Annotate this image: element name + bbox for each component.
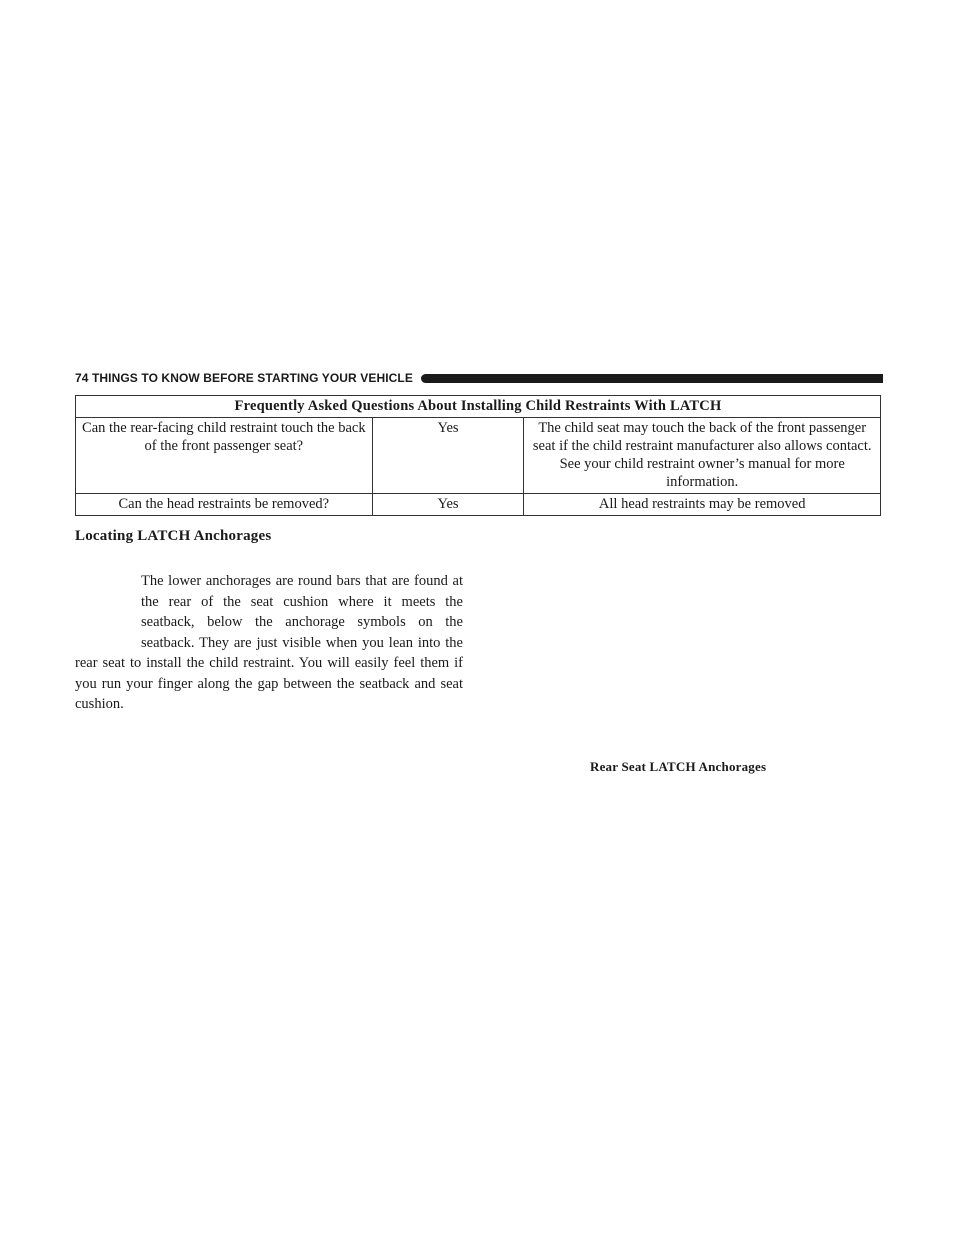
section-paragraph-text: The lower anchorages are round bars that are found at the rear of the seat cushion where it meets the seatback, below the anchorage symbols on the seatback. They are just visible when you lean into the rear seat to install the child restraint. You will easily feel them if you run your finger along the gap between the seatback and seat cushion.	[75, 573, 463, 712]
table-row	[76, 494, 881, 516]
figure-caption: Rear Seat LATCH Anchorages	[590, 759, 767, 774]
faq-table	[75, 395, 881, 516]
header-bar	[421, 374, 883, 383]
section-paragraph	[75, 571, 463, 715]
faq-table-title: Frequently Asked Questions About Installing Child Restraints With LATCH	[76, 396, 881, 418]
faq-detail: The child seat may touch the back of the front passenger seat if the child restraint manufacturer also allows contact. See your child restraint owner’s manual for more information.	[524, 418, 881, 494]
page-header	[75, 370, 883, 386]
faq-question: Can the rear-facing child restraint touch the back of the front passenger seat?	[76, 418, 373, 494]
table-row	[76, 418, 881, 494]
faq-table-header-row	[76, 396, 881, 418]
anchorage-symbol-icon	[75, 571, 141, 649]
page-number-title: 74 THINGS TO KNOW BEFORE STARTING YOUR VEHICLE	[75, 371, 413, 385]
section-heading: Locating LATCH Anchorages	[75, 528, 272, 544]
faq-answer: Yes	[372, 418, 524, 494]
faq-detail: All head restraints may be removed	[524, 494, 881, 516]
faq-answer: Yes	[372, 494, 524, 516]
faq-question: Can the head restraints be removed?	[76, 494, 373, 516]
